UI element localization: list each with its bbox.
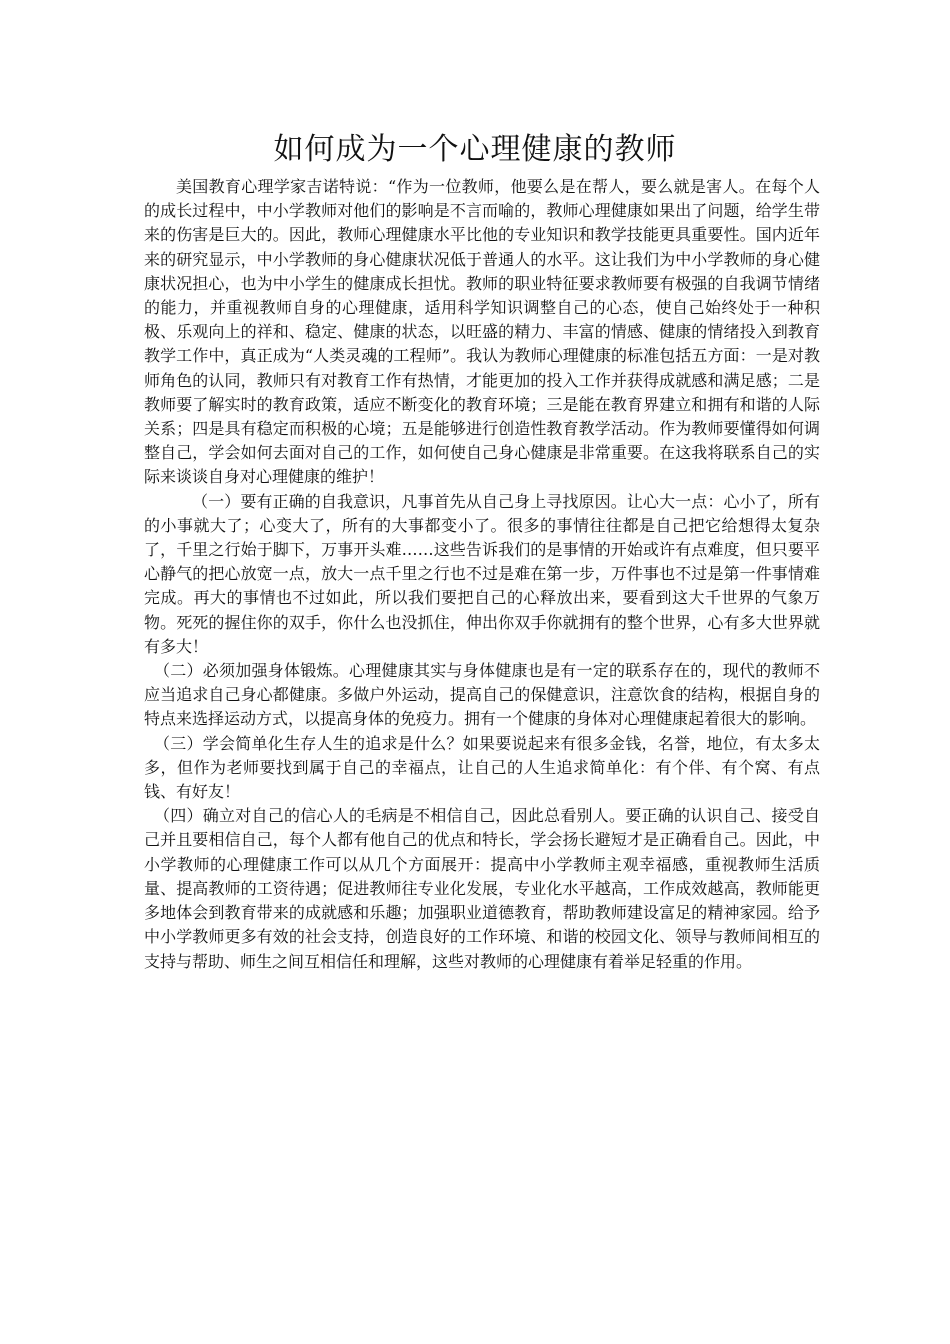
document-body (144, 175, 820, 974)
document-title: 如何成为一个心理健康的教师 (273, 132, 677, 167)
paragraph-intro: 美国教育心理学家吉诺特说：“作为一位教师，他要么是在帮人，要么就是害人。在每个人的成长过程中，中小学教师对他们的影响是不言而喻的，教师心理健康如果出了问题，给学生带来的伤害是巨大的。因此，教师心理健康水平比他的专业知识和教学技能更具重要性。国内近年来的研究显示，中小学教师的身心健康状况低于普通人的水平。这让我们为中小学教师的身心健康状况担心，也为中小学生的健康成长担忧。教师的职业特征要求教师要有极强的自我调节情绪的能力，并重视教师自身的心理健康，适用科学知识调整自己的心态，使自己始终处于一种积极、乐观向上的祥和、稳定、健康的状态，以旺盛的精力、丰富的情感、健康的情绪投入到教育教学工作中，真正成为“人类灵魂的工程师”。我认为教师心理健康的标准包括五方面：一是对教师角色的认同，教师只有对教育工作有热情，才能更加的投入工作并获得成就感和满足感；二是教师要了解实时的教育政策，适应不断变化的教育环境；三是能在教育界建立和拥有和谐的人际关系；四是具有稳定而积极的心境；五是能够进行创造性教育教学活动。作为教师要懂得如何调整自己，学会如何去面对自己的工作，如何使自己身心健康是非常重要。在这我将联系自己的实际来谈谈自身对心理健康的维护！ (144, 177, 820, 487)
paragraph-point-2: （二）必须加强身体锻炼。心理健康其实与身体健康也是有一定的联系存在的，现代的教师不应当追求自己身心都健康。多做户外运动，提高自己的保健意识，注意饮食的结构，根据自身的特点来选择运动方式，以提高身体的免疫力。拥有一个健康的身体对心理健康起着很大的影响。 (144, 661, 820, 729)
paragraph-point-1: （一）要有正确的自我意识，凡事首先从自己身上寻找原因。让心大一点：心小了，所有的小事就大了；心变大了，所有的大事都变小了。很多的事情往往都是自己把它给想得太复杂了，千里之行始于脚下，万事开头难……这些告诉我们的是事情的开始或许有点难度，但只要平心静气的把心放宽一点，放大一点千里之行也不过是难在第一步，万件事也不过是第一件事情难完成。再大的事情也不过如此，所以我们要把自己的心释放出来，要看到这大千世界的气象万物。死死的握住你的双手，你什么也没抓住，伸出你双手你就拥有的整个世界，心有多大世界就有多大！ (144, 491, 820, 656)
paragraph-point-4: （四）确立对自己的信心人的毛病是不相信自己，因此总看别人。要正确的认识自己、接受自己并且要相信自己，每个人都有他自己的优点和特长，学会扬长避短才是正确看自己。因此，中小学教师的心理健康工作可以从几个方面展开：提高中小学教师主观幸福感，重视教师生活质量、提高教师的工资待遇；促进教师往专业化发展，专业化水平越高，工作成效越高，教师能更多地体会到教育带来的成就感和乐趣；加强职业道德教育，帮助教师建设富足的精神家园。给予中小学教师更多有效的社会支持，创造良好的工作环境、和谐的校园文化、领导与教师间相互的支持与帮助、师生之间互相信任和理解，这些对教师的心理健康有着举足轻重的作用。 (144, 806, 820, 971)
paragraph-point-3: （三）学会简单化生存人生的追求是什么？如果要说起来有很多金钱，名誉，地位，有太多太多，但作为老师要找到属于自己的幸福点，让自己的人生追求简单化：有个伴、有个窝、有点钱、有好友！ (144, 733, 820, 802)
